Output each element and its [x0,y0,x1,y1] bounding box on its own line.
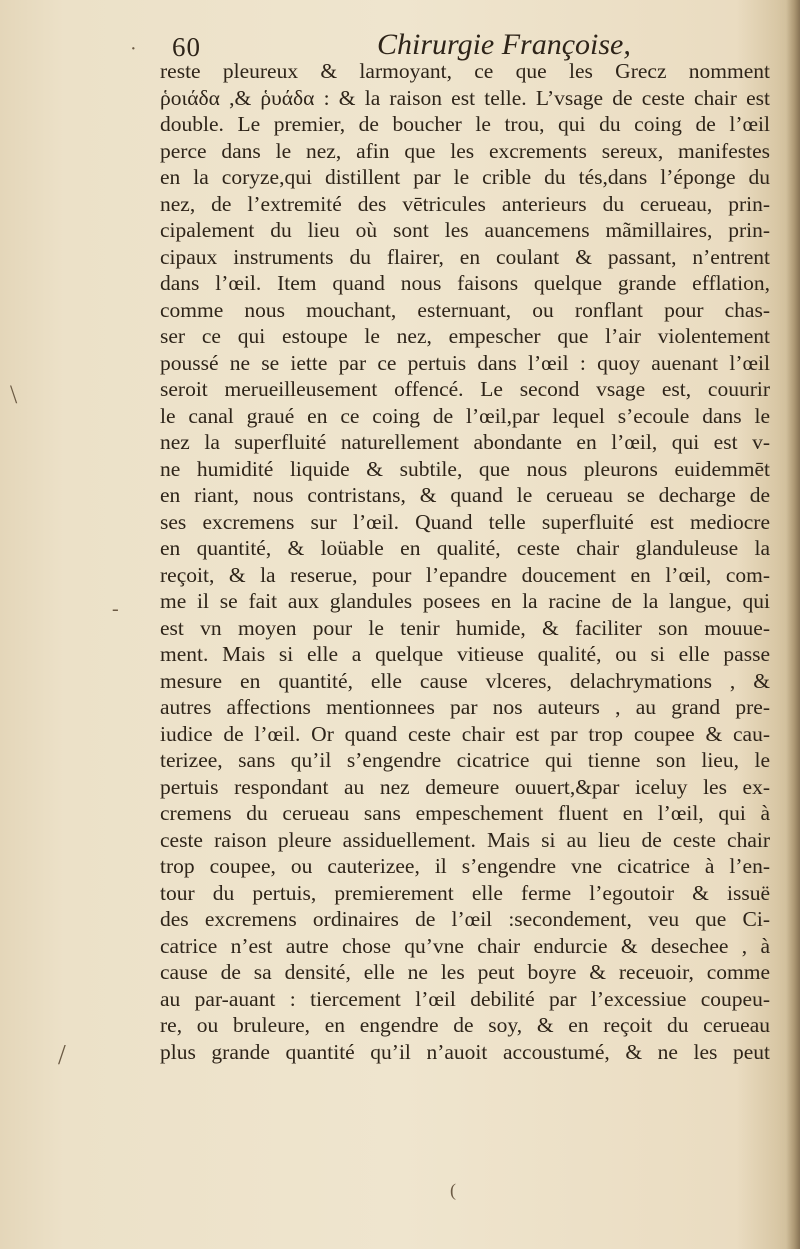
text-line: cause de sa densité, elle ne les peut boyre & receuoir, comme [160,960,770,984]
body-text [160,58,770,1065]
text-line: en la coryze,qui distillent par le crible du tés,dans l’éponge du [160,165,770,189]
text-line: cremens du cerueau sans empeschement fluent en l’œil, qui à [160,801,770,825]
text-line: cipaux instruments du flairer, en coulant & passant, n’entrent [160,244,770,269]
text-line: reçoit, & la reserue, pour l’epandre doucement en l’œil, com- [160,562,770,587]
text-line: tour du pertuis, premierement elle ferme l’egoutoir & issuë [160,880,770,905]
margin-mark: / [58,1040,66,1071]
text-line: re, ou bruleure, en engendre de soy, & en reçoit du cerueau [160,1013,770,1037]
text-line: nez, de l’extremité des vētricules anterieurs du cerueau, prin- [160,191,770,216]
text-line: comme nous mouchant, esternuant, ou ronflant pour chas- [160,297,770,322]
margin-mark: ( [450,1180,456,1200]
text-line: double. Le premier, de boucher le trou, qui du coing de l’œil [160,112,770,136]
margin-mark: · [130,38,137,60]
text-line: autres affections mentionnees par nos auteurs , au grand pre- [160,695,770,719]
margin-mark: - [112,598,119,620]
text-line: est vn moyen pour le tenir humide, & faciliter son mouue- [160,615,770,640]
text-line: nez la superfluité naturellement abondante en l’œil, qui est v- [160,430,770,454]
running-title: Chirurgie Françoise, [377,28,631,61]
margin-mark: \ [10,380,18,409]
text-line: perce dans le nez, afin que les excrements sereux, manifestes [160,138,770,163]
text-line: le canal graué en ce coing de l’œil,par lequel s’ecoule dans le [160,403,770,428]
text-line: ne humidité liquide & subtile, que nous pleurons euidemmēt [160,456,770,481]
text-line: des excremens ordinaires de l’œil :secondement, veu que Ci- [160,907,770,931]
text-line: catrice n’est autre chose qu’vne chair endurcie & desechee , à [160,933,770,958]
text-line: cipalement du lieu où sont les auancemens mãmillaires, prin- [160,218,770,242]
text-line: iudice de l’œil. Or quand ceste chair est par trop coupee & cau- [160,721,770,746]
text-line: dans l’œil. Item quand nous faisons quelque grande efflation, [160,271,770,295]
text-line: ses excremens sur l’œil. Quand telle superfluité est mediocre [160,509,770,534]
text-line: terizee, sans qu’il s’engendre cicatrice qui tienne son lieu, le [160,748,770,772]
text-line: trop coupee, ou cauterizee, il s’engendre vne cicatrice à l’en- [160,854,770,878]
text-line: en riant, nous contristans, & quand le cerueau se decharge de [160,483,770,507]
text-line: seroit merueilleusement offencé. Le second vsage est, couurir [160,377,770,401]
text-line: me il se fait aux glandules posees en la racine de la langue, qui [160,589,770,613]
page-number: 60 [172,32,201,62]
binding-shadow [786,0,800,1249]
text-line: ser ce qui estoupe le nez, empescher que l’air violentement [160,324,770,348]
text-line: en quantité, & loüable en qualité, ceste chair glanduleuse la [160,536,770,560]
text-line: ment. Mais si elle a quelque vitieuse qualité, ou si elle passe [160,642,770,666]
text-line: mesure en quantité, elle cause vlceres, delachrymations , & [160,668,770,693]
text-line: ῥοιάδα ,& ῥυάδα : & la raison est telle. L’vsage de ceste chair est [160,85,770,110]
text-line: poussé ne se iette par ce pertuis dans l’œil : quoy auenant l’œil [160,350,770,375]
text-line: ceste raison pleure assiduellement. Mais si au lieu de ceste chair [160,827,770,852]
text-line: reste pleureux & larmoyant, ce que les Grecz nomment [160,59,770,83]
text-line: au par-auant : tiercement l’œil debilité par l’excessiue coupeu- [160,986,770,1011]
text-line: plus grande quantité qu’il n’auoit accoustumé, & ne les peut [160,1039,770,1064]
text-line: pertuis respondant au nez demeure ouuert,&par iceluy les ex- [160,774,770,799]
